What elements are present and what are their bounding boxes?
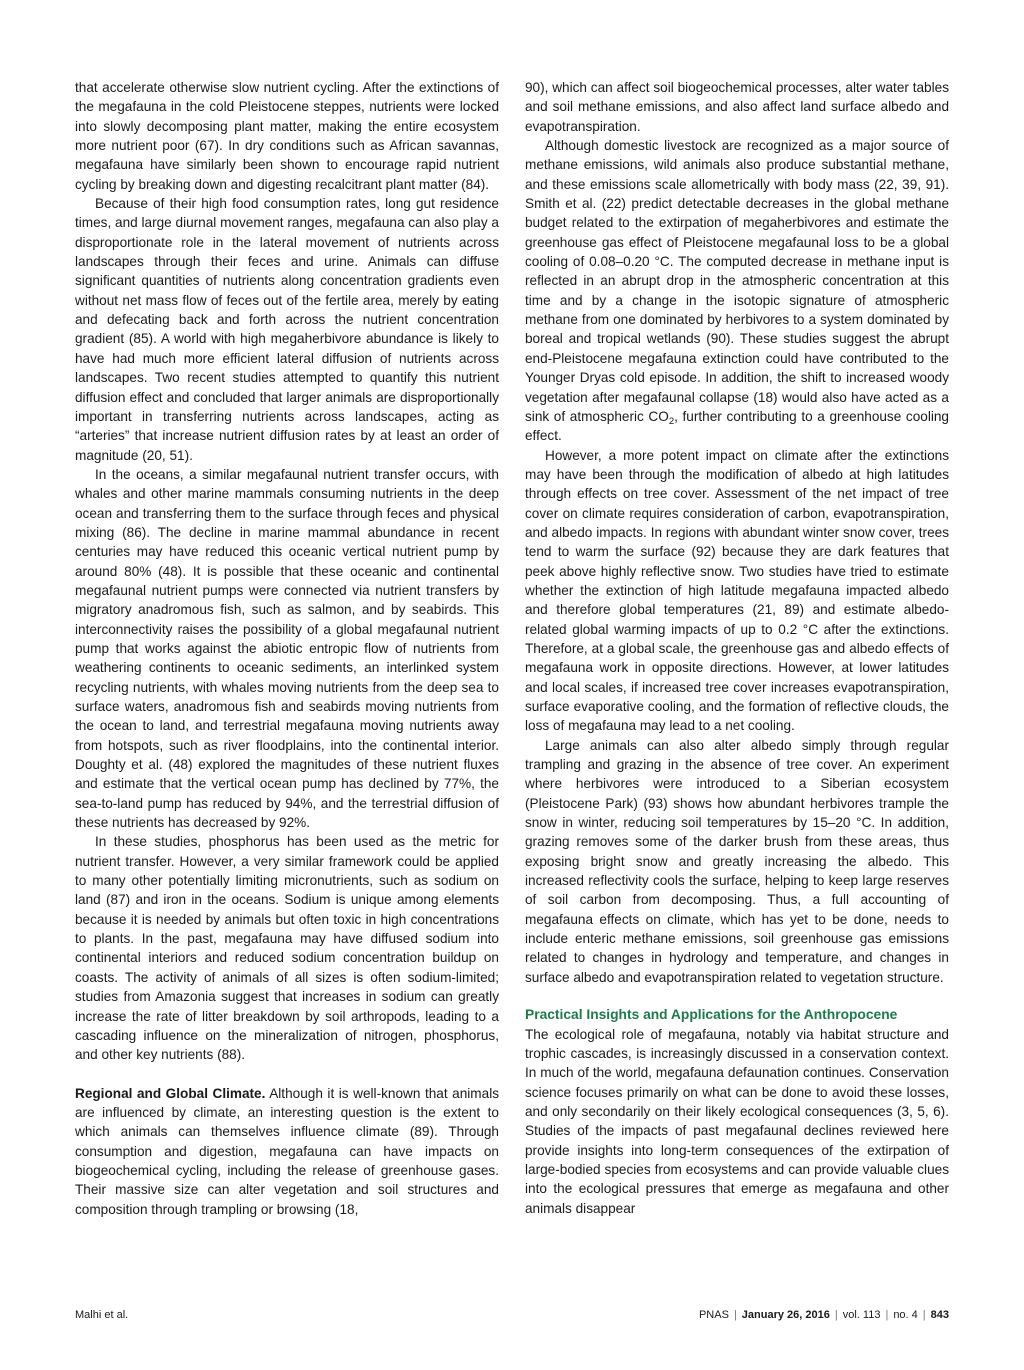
section-heading: Practical Insights and Applications for the Anthropocene xyxy=(525,1007,898,1023)
paragraph: 90), which can affect soil biogeochemical processes, alter water tables and soil methane emissions, and also affect land surface albedo and evapotranspiration. xyxy=(525,80,949,134)
footer-journal: PNAS xyxy=(698,1309,729,1321)
right-column xyxy=(525,78,949,1218)
footer-volume: vol. 113 xyxy=(842,1309,881,1321)
footer-page-number: 843 xyxy=(930,1309,949,1321)
paragraph: In these studies, phosphorus has been used as the metric for nutrient transfer. However, a very similar framework could be applied to many other potentially limiting micronutrients, such as sodium on land (87) and iron in the oceans. Sodium is unique among elements because it is needed by animals but often toxic in high concentrations to plants. In the past, megafauna may have diffused sodium into continental interiors and reduced sodium concentration buildup on coasts. The activity of animals of all sizes is often sodium-limited; studies from Amazonia suggest that increases in sodium can greatly increase the rate of litter breakdown by soil arthropods, leading to a cascading influence on the mineralization of nitrogen, phosphorus, and other key nutrients (88). xyxy=(75,834,499,1063)
footer-date: January 26, 2016 xyxy=(741,1309,830,1321)
runin-heading-climate: Regional and Global Climate. xyxy=(75,1085,266,1101)
paragraph-text-tail: , further contributing to a greenhouse cooling effect. xyxy=(525,408,949,444)
footer-issue: no. 4 xyxy=(893,1309,918,1321)
left-column xyxy=(75,78,499,1219)
footer-authors: Malhi et al. xyxy=(75,1309,129,1321)
paragraph: However, a more potent impact on climate after the extinctions may have been through the modification of albedo at high latitudes through effects on tree cover. Assessment of the net impact of tree cover on climate requires consideration of carbon, evapotranspiration, and albedo impacts. In regions with abundant winter snow cover, trees tend to warm the surface (92) because they are dark features that peek above highly reflective snow. Two studies have tried to estimate whether the extinction of high latitude megafauna impacted albedo and therefore global temperatures (21, 89) and estimate albedo-related global warming impacts of up to 0.2 °C after the extinctions. Therefore, at a global scale, the greenhouse gas and albedo effects of megafauna work in opposite directions. However, at lower latitudes and local scales, if increased tree cover increases evapotranspiration, surface evaporative cooling, and the formation of reflective clouds, the loss of megafauna may lead to a net cooling. xyxy=(525,447,949,734)
paragraph: Large animals can also alter albedo simply through regular trampling and grazing in the absence of tree cover. An experiment where herbivores were introduced to a Siberian ecosystem (Pleistocene Park) (93) shows how abundant herbivores trample the snow in winter, reducing soil temperatures by 15–20 °C. In addition, grazing removes some of the darker brush from these areas, thus exposing bright snow and greatly increasing the albedo. This increased reflectivity cools the surface, helping to keep large reserves of soil carbon from decomposing. Thus, a full accounting of megafauna effects on climate, which has yet to be done, needs to include enteric methane emissions, soil greenhouse gas emissions related to changes in hydrology and temperature, and changes in surface albedo and evapotranspiration related to vegetation structure. xyxy=(525,737,949,985)
footer-separator: | xyxy=(885,1309,889,1321)
footer-separator: | xyxy=(922,1309,926,1321)
paragraph-text: Although it is well-known that animals are influenced by climate, an interesting question is the extent to which animals can themselves influence climate (89). Through consumption and digestion, megafauna can have impacts on biogeochemical cycling, including the release of greenhouse gases. Their massive size can alter vegetation and soil structures and composition through trampling or browsing (18, xyxy=(75,1085,500,1217)
paragraph: Because of their high food consumption rates, long gut residence times, and large diurnal movement ranges, megafauna can also play a disproportionate role in the lateral movement of nutrients across landscapes through their feces and urine. Animals can diffuse significant quantities of nutrients along concentration gradients even without net mass flow of feces out of the fertile area, merely by eating and defecating back and forth across the nutrient concentration gradient (85). A world with high megaherbivore abundance is likely to have had much more efficient lateral diffusion of nutrients across landscapes. Two recent studies attempted to quantify this nutrient diffusion effect and concluded that larger animals are disproportionally important in transferring nutrients across landscapes, acting as “arteries” that increase nutrient diffusion rates by at least an order of magnitude (20, 51). xyxy=(75,196,499,463)
footer-separator: | xyxy=(834,1309,838,1321)
paragraph: The ecological role of megafauna, notably via habitat structure and trophic cascades, is increasingly discussed in a conservation context. In much of the world, megafauna defaunation continues. Conservation science focuses primarily on what can be done to avoid these losses, and only secondarily on their likely ecological consequences (3, 5, 6). Studies of the impacts of past megafaunal declines reviewed here provide insights into long-term consequences of the extirpation of large-bodied species from ecosystems and can provide valuable clues into the ecological pressures that emerge as megafauna and other animals disappear xyxy=(525,1026,949,1216)
paragraph-climate xyxy=(75,1084,499,1219)
paragraph: In the oceans, a similar megafaunal nutrient transfer occurs, with whales and other marine mammals consuming nutrients in the deep ocean and transferring them to the surface through feces and physical mixing (86). The decline in marine mammal abundance in recent centuries may have reduced this oceanic vertical nutrient pump by around 80% (48). It is possible that these oceanic and continental megafaunal nutrient pumps were connected via nutrient transfers by migratory anadromous fish, such as salmon, and by seabirds. This interconnectivity raises the possibility of a global megafaunal nutrient pump that works against the abiotic entropic flow of nutrients from weathering continents to oceanic sediments, an interlinked system recycling nutrients, with whales moving nutrients from the deep sea to surface waters, anadromous fish and seabirds moving nutrients from the ocean to land, and terrestrial megafauna moving nutrients away from hotspots, such as river floodplains, into the continental interior. Doughty et al. (48) explored the magnitudes of these nutrient fluxes and estimate that the vertical ocean pump has declined by 77%, the sea-to-land pump has reduced by 94%, and the terrestrial diffusion of these nutrients has decreased by 92%. xyxy=(75,466,499,831)
footer-separator: | xyxy=(733,1309,737,1321)
paragraph: that accelerate otherwise slow nutrient cycling. After the extinctions of the megafauna in the cold Pleistocene steppes, nutrients were locked into slowly decomposing plant matter, making the entire ecosystem more nutrient poor (67). In dry conditions such as African savannas, megafauna have similarly been shown to encourage rapid nutrient cycling by breaking down and digesting recalcitrant plant matter (84). xyxy=(75,80,499,192)
co2-subscript: 2 xyxy=(668,415,675,427)
footer-citation xyxy=(699,1308,949,1322)
paragraph-text: Although domestic livestock are recognized as a major source of methane emissions, wild animals also produce substantial methane, and these emissions scale allometrically with body mass (22, 39, 91). Smith et al. (22) predict detectable decreases in the global methane budget related to the extirpation of megaherbivores and estimate the greenhouse gas effect of Pleistocene megafaunal loss to be a global cooling of 0.08–0.20 °C. The computed decrease in methane input is reflected in an abrupt drop in the atmospheric concentration at this time and by a change in the isotopic signature of atmospheric methane from one dominated by herbivores to a system dominated by boreal and tropical wetlands (90). These studies suggest the abrupt end-Pleistocene megafauna extinction could have contributed to the Younger Dryas cold episode. In addition, the shift to increased woody vegetation after megafaunal collapse (18) would also have acted as a sink of atmospheric CO xyxy=(525,138,949,424)
paragraph-methane xyxy=(525,136,949,446)
